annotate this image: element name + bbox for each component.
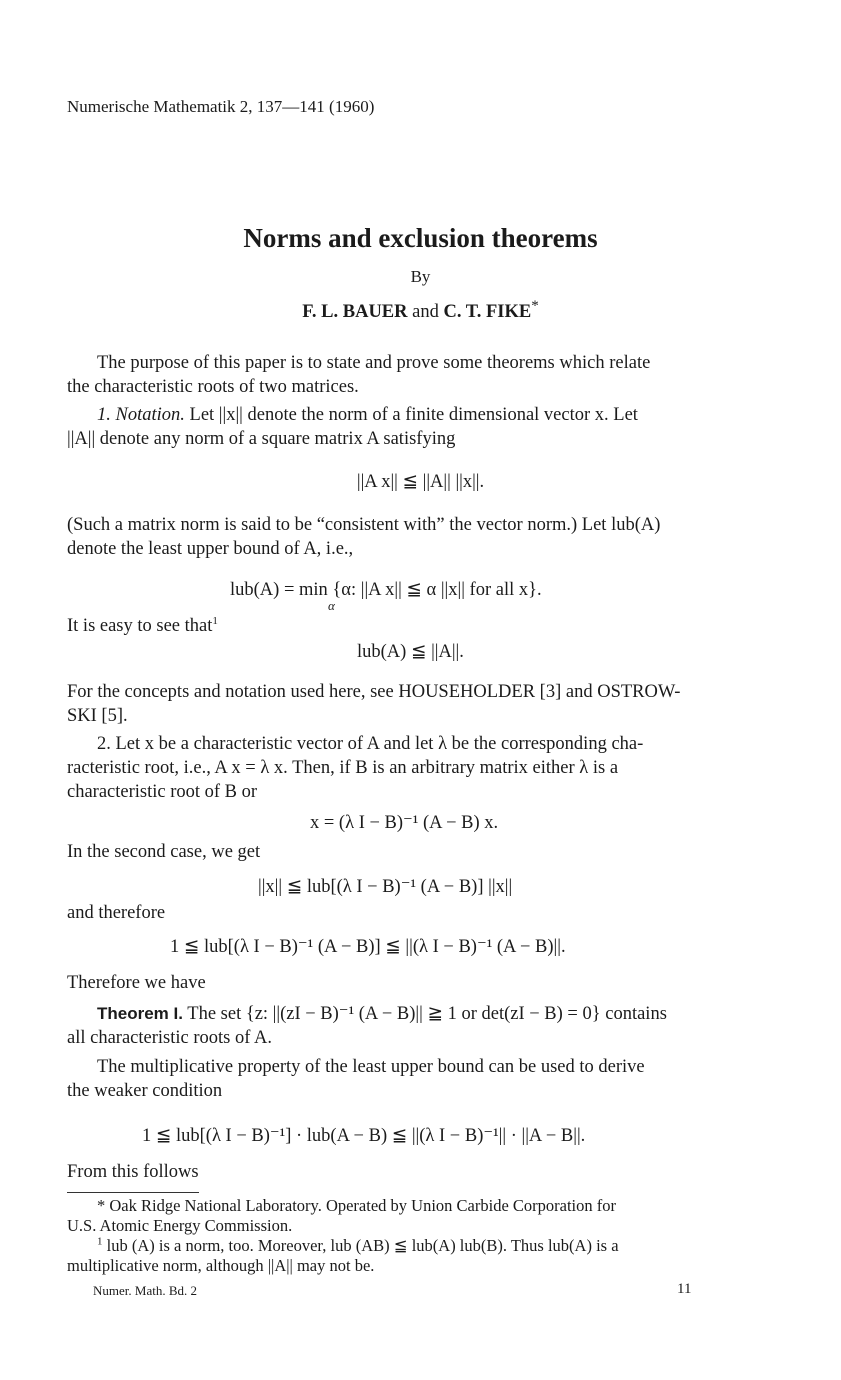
equation-1: ||A x|| ≦ ||A|| ||x||.	[356, 472, 485, 492]
intro-line-1: The purpose of this paper is to state and prove some theorems which relate	[97, 353, 651, 373]
author-conjunction: and	[412, 302, 439, 322]
footnote-star-line-1: * Oak Ridge National Laboratory. Operated by Union Carbide Corporation for	[97, 1196, 616, 1215]
paragraph-3-text: It is easy to see that	[67, 616, 213, 636]
equation-4: x = (λ I − B)⁻¹ (A − B) x.	[310, 813, 499, 833]
paragraph-6: and therefore	[67, 903, 166, 923]
paragraph-3	[67, 614, 218, 638]
section-2-line-3: characteristic root of B or	[67, 782, 258, 802]
equation-5: ||x|| ≦ lub[(λ I − B)⁻¹ (A − B)] ||x||	[258, 877, 513, 897]
paragraph-4-line-1: For the concepts and notation used here, see HOUSEHOLDER [3] and OSTROW-	[67, 682, 681, 702]
paper-title: Norms and exclusion theorems	[243, 223, 598, 253]
section-1-number: 1.	[97, 405, 111, 425]
paragraph-8-line-1: The multiplicative property of the least upper bound can be used to derive	[97, 1057, 645, 1077]
author-bauer: F. L. BAUER	[302, 302, 408, 322]
equation-6: 1 ≦ lub[(λ I − B)⁻¹ (A − B)] ≦ ||(λ I − B)⁻¹ (A − B)||.	[170, 937, 566, 957]
footnote-divider	[67, 1192, 199, 1193]
paragraph-4-line-2: SKI [5].	[67, 706, 128, 726]
footnote-star-line-2: U.S. Atomic Energy Commission.	[67, 1216, 293, 1235]
equation-2-subscript: α	[328, 598, 335, 613]
intro-line-2: the characteristic roots of two matrices.	[67, 377, 359, 397]
footer-journal: Numer. Math. Bd. 2	[93, 1283, 197, 1298]
running-header: Numerische Mathematik 2, 137—141 (1960)	[67, 97, 375, 116]
footnote-1-mark: 1	[97, 1235, 103, 1248]
section-2-line-1: 2. Let x be a characteristic vector of A and let λ be the corresponding cha-	[97, 734, 644, 754]
paragraph-2-line-1: (Such a matrix norm is said to be “consistent with” the vector norm.) Let lub(A)	[67, 515, 661, 535]
footnote-ref-1: 1	[212, 614, 218, 627]
footnote-1-text: lub (A) is a norm, too. Moreover, lub (AB) ≦ lub(A) lub(B). Thus lub(A) is a	[106, 1236, 619, 1255]
paragraph-8-line-2: the weaker condition	[67, 1081, 223, 1101]
section-1-line-1	[97, 403, 638, 427]
byline: By	[410, 267, 431, 286]
section-1-text: Let ||x|| denote the norm of a finite dimensional vector x. Let	[189, 405, 638, 425]
equation-3: lub(A) ≦ ||A||.	[357, 642, 464, 662]
section-2-line-2: racteristic root, i.e., A x = λ x. Then, if B is an arbitrary matrix either λ is a	[67, 758, 619, 778]
paragraph-7: Therefore we have	[67, 973, 206, 993]
theorem-1-line-1	[97, 1002, 667, 1026]
section-1-line-2: ||A|| denote any norm of a square matrix A satisfying	[67, 429, 456, 449]
paragraph-2-line-2: denote the least upper bound of A, i.e.,	[67, 539, 354, 559]
equation-2: lub(A) = min {α: ||A x|| ≦ α ||x|| for all x}.	[230, 580, 542, 600]
theorem-1-label: Theorem I.	[97, 1004, 183, 1023]
author-fike: C. T. FIKE	[443, 302, 532, 322]
theorem-1-text: The set {z: ||(zI − B)⁻¹ (A − B)|| ≧ 1 or det(zI − B) = 0} contains	[187, 1004, 667, 1024]
footnote-1-line-2: multiplicative norm, although ||A|| may not be.	[67, 1256, 375, 1275]
author-footnote-mark: *	[531, 297, 539, 314]
paragraph-5: In the second case, we get	[67, 842, 261, 862]
theorem-1-line-2: all characteristic roots of A.	[67, 1028, 272, 1048]
equation-7: 1 ≦ lub[(λ I − B)⁻¹] · lub(A − B) ≦ ||(λ I − B)⁻¹|| · ||A − B||.	[142, 1126, 586, 1146]
footnote-1-line-1	[97, 1236, 619, 1256]
paragraph-9: From this follows	[67, 1162, 199, 1182]
section-1-title: Notation.	[115, 405, 185, 425]
footer-page-number: 11	[677, 1281, 692, 1297]
authors	[0, 297, 841, 324]
